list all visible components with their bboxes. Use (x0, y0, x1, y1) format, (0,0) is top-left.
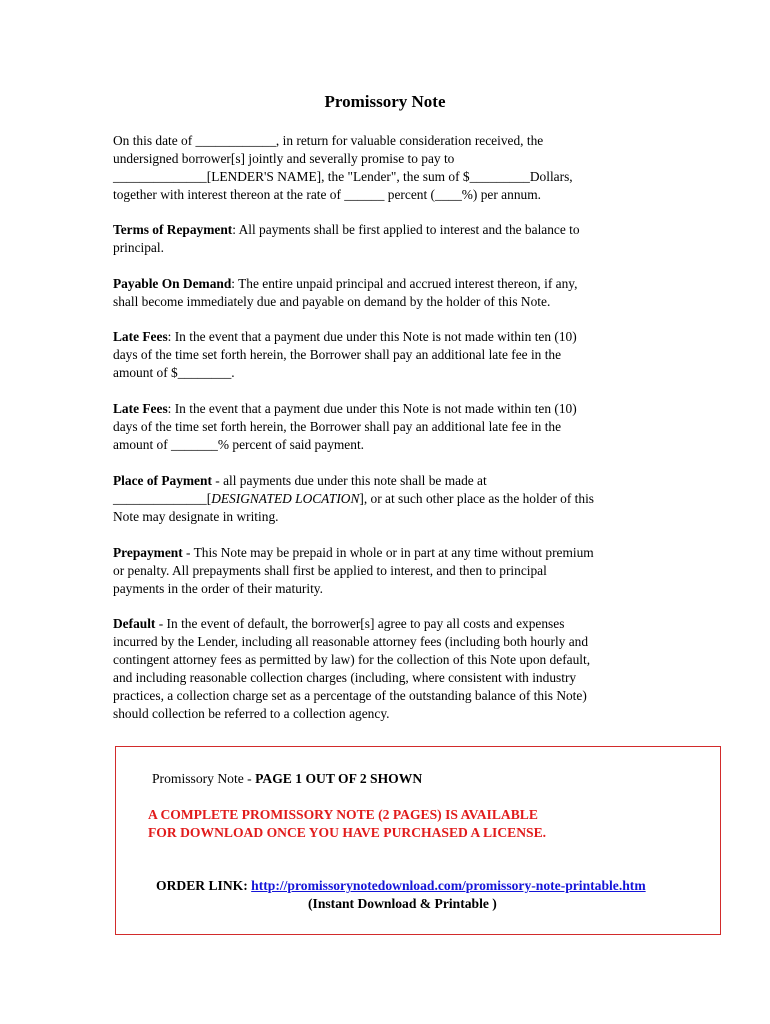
place-text: ______________[ (113, 491, 212, 506)
page-notice (152, 771, 422, 787)
demand-text: shall become immediately due and payable on demand by the holder of this Note. (113, 294, 551, 309)
late-fees-paragraph (113, 328, 658, 382)
prepayment-text: payments in the order of their maturity. (113, 581, 323, 596)
demand-text: : The entire unpaid principal and accrued interest thereon, if any, (231, 276, 578, 291)
page-notice-label: PAGE 1 OUT OF 2 SHOWN (255, 771, 423, 786)
late-fees-percent-paragraph (113, 400, 658, 454)
late-fees-text: amount of $________. (113, 365, 235, 380)
license-notice-box (115, 746, 721, 935)
place-text: ], or at such other place as the holder of this (359, 491, 595, 506)
order-link-row (156, 878, 646, 894)
prepayment-text: or penalty. All prepayments shall first be applied to interest, and then to principal (113, 563, 547, 578)
default-text: - In the event of default, the borrower[s] agree to pay all costs and expenses (155, 616, 565, 631)
designated-location: DESIGNATED LOCATION (211, 491, 360, 506)
default-text: and including reasonable collection charges (including, where consistent with industry (113, 670, 577, 685)
late-fees-text: days of the time set forth herein, the Borrower shall pay an additional late fee in the (113, 347, 562, 362)
late-fees-text: : In the event that a payment due under this Note is not made within ten (10) (167, 401, 577, 416)
demand-heading: Payable On Demand (113, 276, 232, 291)
default-text: practices, a collection charge set as a percentage of the outstanding balance of this Note) (113, 688, 587, 703)
document-title: Promissory Note (324, 92, 446, 111)
terms-paragraph (113, 221, 658, 257)
license-warning-line: FOR DOWNLOAD ONCE YOU HAVE PURCHASED A LICENSE. (148, 825, 547, 840)
license-warning-line: A COMPLETE PROMISSORY NOTE (2 PAGES) IS AVAILABLE (148, 807, 538, 822)
default-heading: Default (113, 616, 156, 631)
place-text: Note may designate in writing. (113, 509, 279, 524)
page-notice-prefix: Promissory Note - (152, 771, 256, 786)
default-text: incurred by the Lender, including all reasonable attorney fees (including both hourly and (113, 634, 589, 649)
order-link[interactable]: http://promissorynotedownload.com/promissory-note-printable.htm (251, 878, 646, 893)
prepayment-text: - This Note may be prepaid in whole or in part at any time without premium (182, 545, 594, 560)
default-paragraph (113, 615, 658, 723)
late-fees-text: : In the event that a payment due under this Note is not made within ten (10) (167, 329, 577, 344)
terms-text: : All payments shall be first applied to interest and the balance to (232, 222, 580, 237)
prepayment-paragraph (113, 544, 658, 598)
late-fees-heading: Late Fees (113, 401, 168, 416)
demand-paragraph (113, 275, 658, 311)
prepayment-heading: Prepayment (113, 545, 183, 560)
default-text: contingent attorney fees as permitted by law) for the collection of this Note upon default, (113, 652, 591, 667)
late-fees-heading: Late Fees (113, 329, 168, 344)
default-text: should collection be referred to a collection agency. (113, 706, 390, 721)
terms-text: principal. (113, 240, 164, 255)
terms-heading: Terms of Repayment (113, 222, 233, 237)
place-heading: Place of Payment (113, 473, 212, 488)
intro-line: undersigned borrower[s] jointly and severally promise to pay to (113, 151, 455, 166)
place-of-payment-paragraph (113, 472, 658, 526)
intro-line: ______________[LENDER'S NAME], the "Lender", the sum of $_________Dollars, (113, 169, 573, 184)
late-fees-text: amount of _______% percent of said payment. (113, 437, 365, 452)
place-text: - all payments due under this note shall be made at (211, 473, 487, 488)
intro-line: together with interest thereon at the rate of ______ percent (____%) per annum. (113, 187, 541, 202)
intro-paragraph (113, 132, 658, 204)
instant-download-note: (Instant Download & Printable ) (308, 896, 497, 911)
late-fees-text: days of the time set forth herein, the Borrower shall pay an additional late fee in the (113, 419, 562, 434)
intro-line: On this date of ____________, in return for valuable consideration received, the (113, 133, 544, 148)
order-link-label: ORDER LINK: (156, 878, 252, 893)
